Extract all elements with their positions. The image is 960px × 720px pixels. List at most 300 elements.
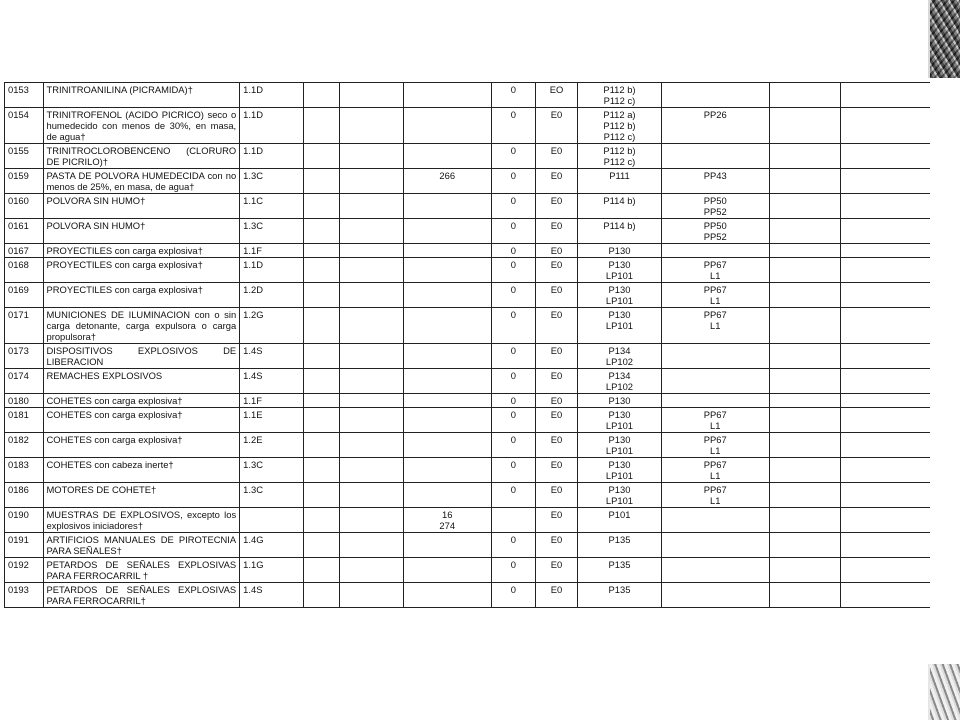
excepted-quantity-cell: E0 bbox=[535, 258, 578, 283]
excepted-quantity-cell: E0 bbox=[535, 308, 578, 344]
name-description-cell: COHETES con carga explosiva† bbox=[43, 394, 240, 408]
name-description-cell: REMACHES EXPLOSIVOS bbox=[43, 369, 240, 394]
ibc-instructions-cell bbox=[769, 258, 840, 283]
subsidiary-risk-cell bbox=[303, 308, 339, 344]
packing-group-cell bbox=[340, 308, 403, 344]
un-number-cell: 0190 bbox=[5, 508, 44, 533]
packing-group-cell bbox=[340, 394, 403, 408]
packing-instructions-cell bbox=[578, 558, 661, 583]
packing-provisions-cell bbox=[661, 308, 769, 344]
ibc-instructions-cell bbox=[769, 219, 840, 244]
packing-provisions-cell bbox=[661, 458, 769, 483]
tank-instructions-cell bbox=[840, 369, 930, 394]
ibc-instructions-cell bbox=[769, 144, 840, 169]
cell-line: LP102 bbox=[605, 381, 634, 392]
cell-line: PP52 bbox=[703, 231, 727, 242]
name-description-cell: PETARDOS DE SEÑALES EXPLOSIVAS PARA FERROCARRIL † bbox=[43, 558, 240, 583]
special-provisions-cell bbox=[403, 483, 491, 508]
cell-line: P112 c) bbox=[603, 131, 636, 142]
packing-provisions-cell bbox=[661, 108, 769, 144]
un-number-cell: 0168 bbox=[5, 258, 44, 283]
packing-instructions-cell bbox=[578, 83, 661, 108]
excepted-quantity-cell: E0 bbox=[535, 169, 578, 194]
table-row bbox=[5, 283, 931, 308]
subsidiary-risk-cell bbox=[303, 433, 339, 458]
name-description-cell: MUNICIONES DE ILUMINACION con o sin carga detonante, carga expulsora o carga propulsora† bbox=[43, 308, 240, 344]
ibc-instructions-cell bbox=[769, 169, 840, 194]
un-number-cell: 0167 bbox=[5, 244, 44, 258]
table-row bbox=[5, 558, 931, 583]
excepted-quantity-cell: E0 bbox=[535, 458, 578, 483]
excepted-quantity-cell: E0 bbox=[535, 583, 578, 608]
cell-line: L1 bbox=[709, 470, 721, 481]
cell-line: PP52 bbox=[703, 206, 727, 217]
subsidiary-risk-cell bbox=[303, 583, 339, 608]
ibc-instructions-cell bbox=[769, 283, 840, 308]
name-description-cell: PROYECTILES con carga explosiva† bbox=[43, 283, 240, 308]
packing-instructions-cell bbox=[578, 408, 661, 433]
excepted-quantity-cell: E0 bbox=[535, 108, 578, 144]
cell-text: 16 274 bbox=[439, 509, 456, 531]
table-row bbox=[5, 108, 931, 144]
name-description-cell: PROYECTILES con carga explosiva† bbox=[43, 258, 240, 283]
packing-provisions-cell bbox=[661, 408, 769, 433]
cell-line: PP67 bbox=[703, 434, 727, 445]
limited-quantity-cell: 0 bbox=[491, 194, 535, 219]
packing-provisions-cell bbox=[661, 219, 769, 244]
class-division-cell bbox=[240, 508, 303, 533]
excepted-quantity-cell: E0 bbox=[535, 433, 578, 458]
packing-instructions-cell bbox=[578, 169, 661, 194]
excepted-quantity-cell: E0 bbox=[535, 344, 578, 369]
un-number-cell: 0183 bbox=[5, 458, 44, 483]
cell-text: 266 bbox=[439, 170, 456, 181]
packing-group-cell bbox=[340, 433, 403, 458]
table-row bbox=[5, 344, 931, 369]
cell-line: L1 bbox=[709, 445, 721, 456]
subsidiary-risk-cell bbox=[303, 83, 339, 108]
cell-line: PP67 bbox=[703, 484, 727, 495]
packing-provisions-cell bbox=[661, 169, 769, 194]
limited-quantity-cell: 0 bbox=[491, 169, 535, 194]
subsidiary-risk-cell bbox=[303, 169, 339, 194]
decorative-texture-bottom bbox=[928, 664, 960, 720]
excepted-quantity-cell: E0 bbox=[535, 408, 578, 433]
ibc-instructions-cell bbox=[769, 458, 840, 483]
cell-line: P134 bbox=[608, 370, 631, 381]
class-division-cell: 1.1D bbox=[240, 83, 303, 108]
special-provisions-cell bbox=[403, 533, 491, 558]
special-provisions-cell bbox=[403, 83, 491, 108]
cell-line: P135 bbox=[608, 534, 631, 545]
cell-line: P130 bbox=[608, 434, 631, 445]
limited-quantity-cell: 0 bbox=[491, 558, 535, 583]
subsidiary-risk-cell bbox=[303, 283, 339, 308]
special-provisions-cell bbox=[403, 408, 491, 433]
subsidiary-risk-cell bbox=[303, 258, 339, 283]
table-body bbox=[5, 83, 931, 608]
limited-quantity-cell: 0 bbox=[491, 344, 535, 369]
special-provisions-cell bbox=[403, 219, 491, 244]
subsidiary-risk-cell bbox=[303, 144, 339, 169]
name-description-cell: PROYECTILES con carga explosiva† bbox=[43, 244, 240, 258]
packing-instructions-cell bbox=[578, 194, 661, 219]
tank-instructions-cell bbox=[840, 533, 930, 558]
tank-instructions-cell bbox=[840, 433, 930, 458]
cell-line: P112 c) bbox=[603, 95, 636, 106]
cell-line: P135 bbox=[608, 559, 631, 570]
packing-provisions-cell bbox=[661, 283, 769, 308]
name-description-cell: PASTA DE POLVORA HUMEDECIDA con no menos de 25%, en masa, de agua† bbox=[43, 169, 240, 194]
un-number-cell: 0180 bbox=[5, 394, 44, 408]
cell-line: LP101 bbox=[605, 270, 634, 281]
ibc-instructions-cell bbox=[769, 394, 840, 408]
subsidiary-risk-cell bbox=[303, 194, 339, 219]
limited-quantity-cell: 0 bbox=[491, 583, 535, 608]
tank-instructions-cell bbox=[840, 408, 930, 433]
un-number-cell: 0160 bbox=[5, 194, 44, 219]
ibc-instructions-cell bbox=[769, 433, 840, 458]
cell-line: PP50 bbox=[703, 220, 727, 231]
excepted-quantity-cell: E0 bbox=[535, 194, 578, 219]
dangerous-goods-table bbox=[4, 82, 930, 608]
limited-quantity-cell: 0 bbox=[491, 258, 535, 283]
table-row bbox=[5, 394, 931, 408]
table-row bbox=[5, 483, 931, 508]
packing-provisions-cell bbox=[661, 394, 769, 408]
tank-instructions-cell bbox=[840, 219, 930, 244]
un-number-cell: 0186 bbox=[5, 483, 44, 508]
un-number-cell: 0173 bbox=[5, 344, 44, 369]
cell-line: P130 bbox=[608, 309, 631, 320]
ibc-instructions-cell bbox=[769, 108, 840, 144]
limited-quantity-cell bbox=[491, 508, 535, 533]
limited-quantity-cell: 0 bbox=[491, 308, 535, 344]
packing-provisions-cell bbox=[661, 433, 769, 458]
cell-line: L1 bbox=[709, 295, 721, 306]
cell-line: L1 bbox=[709, 320, 721, 331]
packing-group-cell bbox=[340, 408, 403, 433]
packing-group-cell bbox=[340, 169, 403, 194]
class-division-cell: 1.1D bbox=[240, 258, 303, 283]
excepted-quantity-cell: E0 bbox=[535, 558, 578, 583]
packing-provisions-cell bbox=[661, 244, 769, 258]
un-number-cell: 0159 bbox=[5, 169, 44, 194]
tank-instructions-cell bbox=[840, 83, 930, 108]
excepted-quantity-cell: E0 bbox=[535, 394, 578, 408]
packing-provisions-cell bbox=[661, 583, 769, 608]
tank-instructions-cell bbox=[840, 458, 930, 483]
packing-provisions-cell bbox=[661, 83, 769, 108]
cell-line: PP43 bbox=[703, 170, 727, 181]
name-description-cell: COHETES con cabeza inerte† bbox=[43, 458, 240, 483]
excepted-quantity-cell: EO bbox=[535, 83, 578, 108]
name-description-cell: COHETES con carga explosiva† bbox=[43, 433, 240, 458]
cell-line: P101 bbox=[608, 509, 631, 520]
packing-group-cell bbox=[340, 369, 403, 394]
class-division-cell: 1.1D bbox=[240, 108, 303, 144]
table-row bbox=[5, 219, 931, 244]
subsidiary-risk-cell bbox=[303, 369, 339, 394]
table-row bbox=[5, 533, 931, 558]
table-row bbox=[5, 508, 931, 533]
cell-line: PP67 bbox=[703, 259, 727, 270]
un-number-cell: 0181 bbox=[5, 408, 44, 433]
cell-line: P112 a) bbox=[603, 109, 636, 120]
packing-provisions-cell bbox=[661, 344, 769, 369]
table-row bbox=[5, 169, 931, 194]
subsidiary-risk-cell bbox=[303, 344, 339, 369]
cell-line: P135 bbox=[608, 584, 631, 595]
subsidiary-risk-cell bbox=[303, 533, 339, 558]
limited-quantity-cell: 0 bbox=[491, 533, 535, 558]
limited-quantity-cell: 0 bbox=[491, 108, 535, 144]
packing-instructions-cell bbox=[578, 533, 661, 558]
cell-line: L1 bbox=[709, 495, 721, 506]
cell-line: P130 bbox=[608, 259, 631, 270]
packing-provisions-cell bbox=[661, 483, 769, 508]
cell-line: LP102 bbox=[605, 356, 634, 367]
packing-group-cell bbox=[340, 194, 403, 219]
cell-line: LP101 bbox=[605, 420, 634, 431]
un-number-cell: 0153 bbox=[5, 83, 44, 108]
tank-instructions-cell bbox=[840, 483, 930, 508]
un-number-cell: 0155 bbox=[5, 144, 44, 169]
packing-instructions-cell bbox=[578, 258, 661, 283]
cell-line: P112 b) bbox=[603, 120, 636, 131]
table-row bbox=[5, 433, 931, 458]
limited-quantity-cell: 0 bbox=[491, 458, 535, 483]
special-provisions-cell bbox=[403, 194, 491, 219]
packing-instructions-cell bbox=[578, 394, 661, 408]
table-row bbox=[5, 244, 931, 258]
name-description-cell: TRINITROANILINA (PICRAMIDA)† bbox=[43, 83, 240, 108]
un-number-cell: 0182 bbox=[5, 433, 44, 458]
ibc-instructions-cell bbox=[769, 83, 840, 108]
packing-instructions-cell bbox=[578, 144, 661, 169]
ibc-instructions-cell bbox=[769, 369, 840, 394]
ibc-instructions-cell bbox=[769, 533, 840, 558]
table-row bbox=[5, 369, 931, 394]
ibc-instructions-cell bbox=[769, 344, 840, 369]
cell-line: P112 b) bbox=[603, 84, 636, 95]
special-provisions-cell bbox=[403, 394, 491, 408]
name-description-cell: TRINITROFENOL (ACIDO PICRICO) seco o humedecido con menos de 30%, en masa, de agua† bbox=[43, 108, 240, 144]
packing-group-cell bbox=[340, 483, 403, 508]
table-row bbox=[5, 308, 931, 344]
tank-instructions-cell bbox=[840, 508, 930, 533]
class-division-cell: 1.4S bbox=[240, 344, 303, 369]
cell-line: LP101 bbox=[605, 295, 634, 306]
subsidiary-risk-cell bbox=[303, 394, 339, 408]
subsidiary-risk-cell bbox=[303, 508, 339, 533]
cell-line: LP101 bbox=[605, 320, 634, 331]
un-number-cell: 0193 bbox=[5, 583, 44, 608]
limited-quantity-cell: 0 bbox=[491, 394, 535, 408]
limited-quantity-cell: 0 bbox=[491, 219, 535, 244]
cell-line: PP50 bbox=[703, 195, 727, 206]
limited-quantity-cell: 0 bbox=[491, 369, 535, 394]
table-row bbox=[5, 144, 931, 169]
packing-group-cell bbox=[340, 83, 403, 108]
special-provisions-cell bbox=[403, 458, 491, 483]
ibc-instructions-cell bbox=[769, 558, 840, 583]
ibc-instructions-cell bbox=[769, 194, 840, 219]
excepted-quantity-cell: E0 bbox=[535, 219, 578, 244]
name-description-cell: COHETES con carga explosiva† bbox=[43, 408, 240, 433]
packing-provisions-cell bbox=[661, 258, 769, 283]
cell-line: PP67 bbox=[703, 284, 727, 295]
packing-provisions-cell bbox=[661, 194, 769, 219]
tank-instructions-cell bbox=[840, 108, 930, 144]
table-row bbox=[5, 258, 931, 283]
class-division-cell: 1.3C bbox=[240, 169, 303, 194]
class-division-cell: 1.2E bbox=[240, 433, 303, 458]
cell-line: PP67 bbox=[703, 309, 727, 320]
table-row bbox=[5, 194, 931, 219]
cell-line: PP67 bbox=[703, 459, 727, 470]
limited-quantity-cell: 0 bbox=[491, 408, 535, 433]
un-number-cell: 0174 bbox=[5, 369, 44, 394]
limited-quantity-cell: 0 bbox=[491, 433, 535, 458]
special-provisions-cell bbox=[403, 144, 491, 169]
limited-quantity-cell: 0 bbox=[491, 283, 535, 308]
cell-line: P134 bbox=[608, 345, 631, 356]
subsidiary-risk-cell bbox=[303, 244, 339, 258]
name-description-cell: PETARDOS DE SEÑALES EXPLOSIVAS PARA FERROCARRIL† bbox=[43, 583, 240, 608]
tank-instructions-cell bbox=[840, 244, 930, 258]
class-division-cell: 1.4S bbox=[240, 583, 303, 608]
excepted-quantity-cell: E0 bbox=[535, 244, 578, 258]
limited-quantity-cell: 0 bbox=[491, 83, 535, 108]
subsidiary-risk-cell bbox=[303, 458, 339, 483]
tank-instructions-cell bbox=[840, 194, 930, 219]
packing-group-cell bbox=[340, 219, 403, 244]
special-provisions-cell bbox=[403, 169, 491, 194]
packing-instructions-cell bbox=[578, 283, 661, 308]
class-division-cell: 1.1C bbox=[240, 194, 303, 219]
cell-line: P114 b) bbox=[603, 195, 636, 206]
name-description-cell: POLVORA SIN HUMO† bbox=[43, 219, 240, 244]
packing-group-cell bbox=[340, 508, 403, 533]
cell-line: P130 bbox=[608, 284, 631, 295]
packing-group-cell bbox=[340, 283, 403, 308]
packing-instructions-cell bbox=[578, 108, 661, 144]
ibc-instructions-cell bbox=[769, 583, 840, 608]
excepted-quantity-cell: E0 bbox=[535, 508, 578, 533]
packing-instructions-cell bbox=[578, 244, 661, 258]
class-division-cell: 1.1D bbox=[240, 144, 303, 169]
packing-group-cell bbox=[340, 583, 403, 608]
table-row bbox=[5, 83, 931, 108]
tank-instructions-cell bbox=[840, 308, 930, 344]
excepted-quantity-cell: E0 bbox=[535, 369, 578, 394]
un-number-cell: 0192 bbox=[5, 558, 44, 583]
class-division-cell: 1.1G bbox=[240, 558, 303, 583]
special-provisions-cell bbox=[403, 558, 491, 583]
special-provisions-cell bbox=[403, 369, 491, 394]
packing-group-cell bbox=[340, 344, 403, 369]
packing-group-cell bbox=[340, 108, 403, 144]
class-division-cell: 1.3C bbox=[240, 458, 303, 483]
subsidiary-risk-cell bbox=[303, 108, 339, 144]
tank-instructions-cell bbox=[840, 344, 930, 369]
packing-instructions-cell bbox=[578, 369, 661, 394]
cell-line: LP101 bbox=[605, 445, 634, 456]
cell-line: P130 bbox=[608, 395, 631, 406]
class-division-cell: 1.3C bbox=[240, 219, 303, 244]
un-number-cell: 0154 bbox=[5, 108, 44, 144]
special-provisions-cell bbox=[403, 308, 491, 344]
document-page bbox=[4, 82, 930, 664]
decorative-texture-top bbox=[928, 0, 960, 78]
cell-line: LP101 bbox=[605, 470, 634, 481]
class-division-cell: 1.1F bbox=[240, 394, 303, 408]
packing-instructions-cell bbox=[578, 433, 661, 458]
special-provisions-cell bbox=[403, 108, 491, 144]
cell-line: L1 bbox=[709, 420, 721, 431]
tank-instructions-cell bbox=[840, 283, 930, 308]
name-description-cell: TRINITROCLOROBENCENO (CLORURO DE PICRILO)† bbox=[43, 144, 240, 169]
limited-quantity-cell: 0 bbox=[491, 244, 535, 258]
un-number-cell: 0169 bbox=[5, 283, 44, 308]
cell-line: PP26 bbox=[703, 109, 727, 120]
special-provisions-cell bbox=[403, 258, 491, 283]
ibc-instructions-cell bbox=[769, 508, 840, 533]
special-provisions-cell bbox=[403, 508, 491, 533]
cell-line: P111 bbox=[609, 170, 630, 181]
cell-line: P114 b) bbox=[603, 220, 636, 231]
name-description-cell: MOTORES DE COHETE† bbox=[43, 483, 240, 508]
table-row bbox=[5, 408, 931, 433]
un-number-cell: 0161 bbox=[5, 219, 44, 244]
cell-line: L1 bbox=[709, 270, 721, 281]
cell-line: P130 bbox=[608, 484, 631, 495]
class-division-cell: 1.1E bbox=[240, 408, 303, 433]
packing-provisions-cell bbox=[661, 533, 769, 558]
subsidiary-risk-cell bbox=[303, 219, 339, 244]
subsidiary-risk-cell bbox=[303, 558, 339, 583]
name-description-cell: POLVORA SIN HUMO† bbox=[43, 194, 240, 219]
special-provisions-cell bbox=[403, 344, 491, 369]
packing-group-cell bbox=[340, 458, 403, 483]
special-provisions-cell bbox=[403, 583, 491, 608]
ibc-instructions-cell bbox=[769, 483, 840, 508]
ibc-instructions-cell bbox=[769, 408, 840, 433]
cell-line: P130 bbox=[608, 459, 631, 470]
tank-instructions-cell bbox=[840, 169, 930, 194]
name-description-cell: MUESTRAS DE EXPLOSIVOS, excepto los explosivos iniciadores† bbox=[43, 508, 240, 533]
excepted-quantity-cell: E0 bbox=[535, 483, 578, 508]
packing-provisions-cell bbox=[661, 558, 769, 583]
packing-group-cell bbox=[340, 558, 403, 583]
table-row bbox=[5, 458, 931, 483]
name-description-cell: DISPOSITIVOS EXPLOSIVOS DE LIBERACION bbox=[43, 344, 240, 369]
class-division-cell: 1.4S bbox=[240, 369, 303, 394]
packing-instructions-cell bbox=[578, 219, 661, 244]
packing-instructions-cell bbox=[578, 344, 661, 369]
tank-instructions-cell bbox=[840, 144, 930, 169]
class-division-cell: 1.2G bbox=[240, 308, 303, 344]
table-row bbox=[5, 583, 931, 608]
cell-line: P130 bbox=[608, 245, 631, 256]
un-number-cell: 0191 bbox=[5, 533, 44, 558]
packing-instructions-cell bbox=[578, 483, 661, 508]
packing-group-cell bbox=[340, 144, 403, 169]
class-division-cell: 1.2D bbox=[240, 283, 303, 308]
ibc-instructions-cell bbox=[769, 244, 840, 258]
packing-provisions-cell bbox=[661, 144, 769, 169]
